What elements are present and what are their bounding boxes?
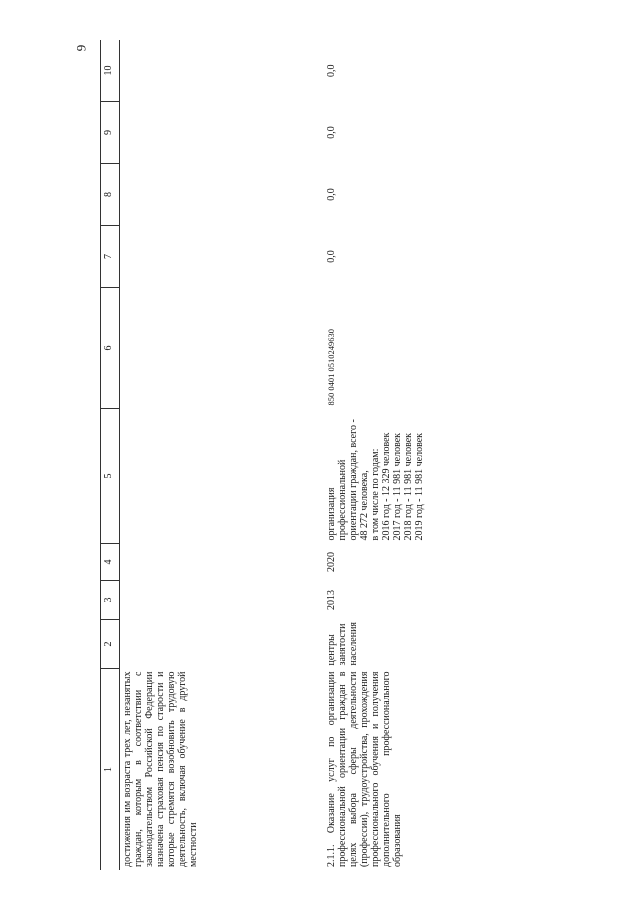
header-col-1: 1 [101, 669, 120, 871]
page-number: 9 [73, 44, 89, 52]
empty-cell [120, 620, 325, 669]
continued-description-cell: достижения им возраста трех лет, незанятых граждан, которым в соответствии с законодательством Российской Федерации назначена страховая пенсия по старости и которые стремятся возобновить трудовую деятельность, включая обучение в другой местности [122, 671, 199, 867]
result-line: 2017 год - 11 981 человек [392, 432, 403, 541]
result-line: организация профессиональной ориентации граждан, всего - 48 272 человека, [326, 419, 370, 541]
result-cell [324, 409, 427, 544]
funding-cell-9: 0,0 [326, 126, 337, 139]
empty-cell [120, 544, 325, 581]
program-table [100, 40, 427, 870]
measure-description-cell: 2.1.1. Оказание услуг по организации профессиональной ориентации граждан в целях выбора сферы деятельности (профессии), трудоустройства, прохождения профессионального обучения и получения дополнительного профессионального образования [326, 671, 403, 867]
result-line: в том числе по годам: [370, 448, 381, 541]
empty-cell [120, 164, 325, 226]
header-col-5: 5 [101, 409, 120, 544]
header-col-9: 9 [101, 102, 120, 164]
header-col-8: 8 [101, 164, 120, 226]
empty-cell [120, 102, 325, 164]
empty-cell [120, 40, 325, 102]
empty-cell [120, 288, 325, 409]
empty-cell [120, 409, 325, 544]
table-row [120, 40, 325, 870]
funding-cell-8: 0,0 [326, 188, 337, 201]
header-col-2: 2 [101, 620, 120, 669]
empty-cell [120, 581, 325, 620]
result-line: 2019 год - 11 981 человек [414, 432, 425, 541]
funding-cell-10: 0,0 [326, 64, 337, 77]
header-col-6: 6 [101, 288, 120, 409]
result-line: 2016 год - 12 329 человек [381, 432, 392, 541]
header-col-10: 10 [101, 40, 120, 102]
funding-cell-7: 0,0 [326, 250, 337, 263]
header-col-7: 7 [101, 226, 120, 288]
result-line: 2018 год - 11 981 человек [403, 432, 414, 541]
executor-cell: центры занятости населения [326, 621, 359, 666]
start-year-cell: 2013 [326, 590, 337, 610]
header-row [101, 40, 120, 870]
rotated-table-container [100, 30, 540, 870]
end-year-cell: 2020 [326, 552, 337, 572]
table-row [324, 40, 427, 870]
header-col-4: 4 [101, 544, 120, 581]
header-col-3: 3 [101, 581, 120, 620]
empty-cell [120, 226, 325, 288]
budget-code-cell: 850 0401 0510249630 [326, 329, 336, 406]
